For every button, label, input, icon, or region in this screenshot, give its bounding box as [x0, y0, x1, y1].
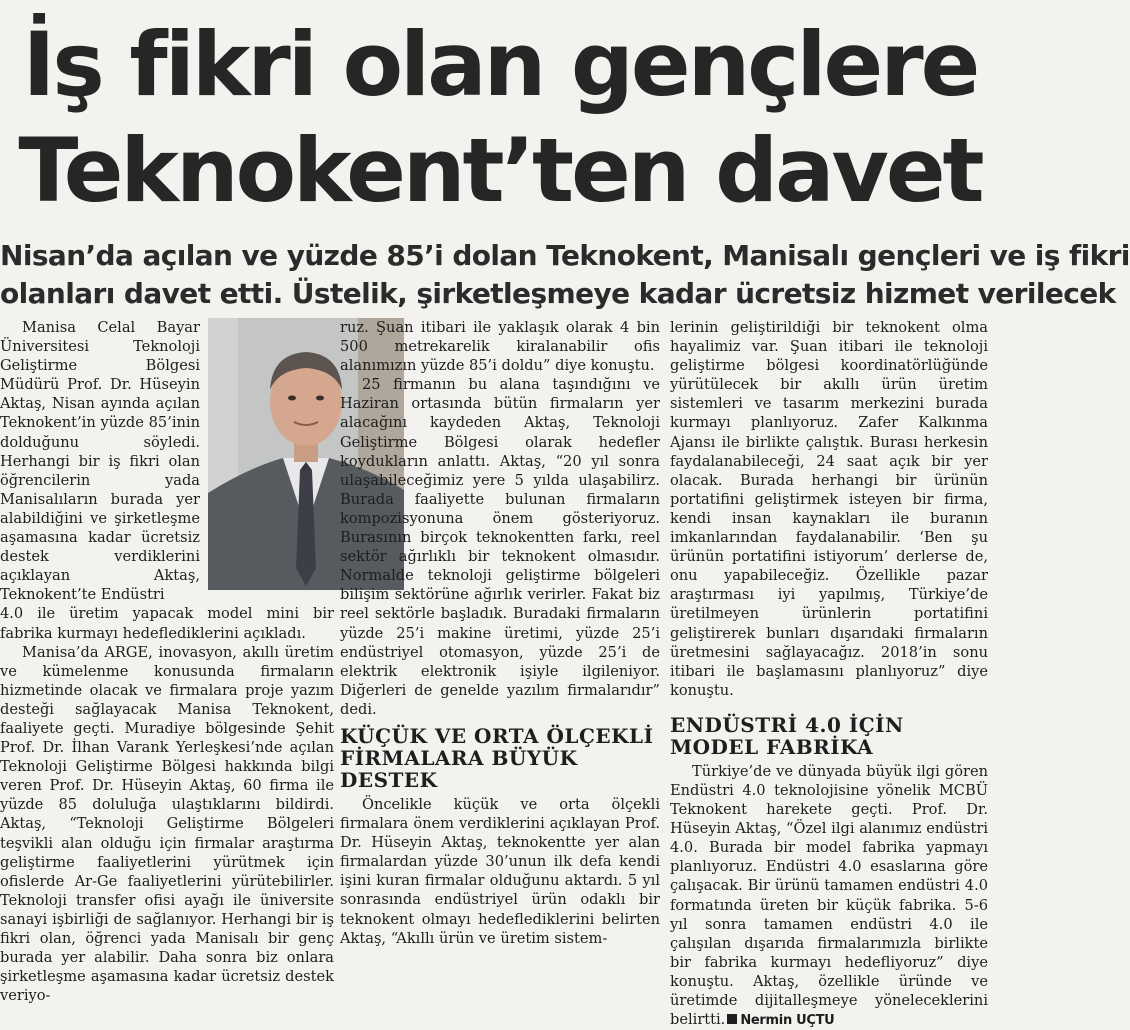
- col3-paragraph-2: [670, 762, 988, 1030]
- deck-line-2: olanları davet etti. Üstelik, şirketleşmeye kadar ücretsiz hizmet verilecek: [0, 277, 1116, 310]
- headline-line-1: İş fikri olan gençlere: [22, 13, 978, 116]
- col3-subheading: ENDÜSTRİ 4.0 İÇİN MODEL FABRİKA: [670, 712, 904, 759]
- column-2: [340, 318, 660, 948]
- headline-line-2: Teknokent’ten davet: [18, 119, 982, 222]
- col3-paragraph-2-text: Türkiye’de ve dünyada büyük ilgi gören Endüstri 4.0 teknolojisine yönelik MCBÜ Teknokent harekete geçti. Prof. Dr. Hüseyin Aktaş, “Özel ilgi alanımız endüstri 4.0. Burada bir model fabrika yapmayı planlıyoruz. Endüstri 4.0 esaslarına göre çalışacak. Bir ürünü tamamen endüstri 4.0 formatında üreten bir küçük fabrika. 5-6 yıl sonra tamamen endüstri 4.0 ile çalışılan dışarıda firmalarımızla birlikte bir fabrika kurmayı hedefliyoruz” diye konuştu. Aktaş, özellikle üründe ve üretimde dijitalleşmeye yöneleceklerini belirtti.: [670, 762, 988, 1029]
- deck-line-1: Nisan’da açılan ve yüzde 85’i dolan Teknokent, Manisalı gençleri ve iş fikri: [0, 239, 1130, 272]
- column-1: [0, 318, 334, 1005]
- column-3: [670, 318, 988, 1030]
- col2-paragraph-1: ruz. Şuan itibari ile yaklaşık olarak 4 bin 500 metrekarelik kiralanabilir ofis alanımızın yüzde 85’i doldu” diye konuştu.: [340, 319, 660, 375]
- col1-paragraph-1-end: 4.0 ile üretim yapacak model mini bir fabrika kurmayı hedeflediklerini açıkladı.: [0, 605, 334, 642]
- col2-subheading: KÜÇÜK VE ORTA ÖLÇEKLİ FİRMALARA BÜYÜK DESTEK: [340, 723, 654, 792]
- col1-paragraph-1: Manisa Celal Bayar Üniversitesi Teknoloji Geliştirme Bölgesi Müdürü Prof. Dr. Hüseyin Aktaş, Nisan ayında açılan Teknokent’in yüzde 85’inin dolduğunu söyledi. Herhangi bir iş fikri olan öğrencilerin yada Manisalıların burada yer alabildiğini ve şirketleşme aşamasına kadar ücretsiz destek verdiklerini açıklayan Aktaş, Teknokent’te Endüstri: [0, 319, 200, 604]
- col3-paragraph-1: lerinin geliştirildiği bir teknokent olma hayalimiz var. Şuan itibari ile teknoloji geliştirme bölgesi koordinatörlüğünde yürütülecek bir akıllı ürün üretim sistemleri ve tasarım merkezini burada kurmayı planlıyoruz. Zafer Kalkınma Ajansı ile birlikte çalıştık. Burası herkesin faydalanabileceği, 24 saat açık bir yer olacak. Burada herhangi bir ürünün portatifini geliştirmek isteyen bir firma, kendi insan kaynakları ile buranın imkanlarından faydalanabilir. ‘Ben şu ürünün portatifini istiyorum’ derlerse de, onu yapabileceğiz. Özellikle pazar araştırması iyi yapılmış, Türkiye’de üretilmeyen ürünlerin portatifini geliştirerek bunları dışarıdaki firmaların üretmesini sağlayacağız. 2018’in sonu itibari ile başlamasını planlıyoruz” diye konuştu.: [670, 319, 988, 699]
- byline-square-icon: [727, 1014, 737, 1024]
- col2-paragraph-2: 25 firmanın bu alana taşındığını ve Haziran ortasında bütün firmaların yer alacağını kaydeden Aktaş, Teknoloji Geliştirme Bölgesi olarak hedefler koydukların anlattı. Aktaş, “20 yıl sonra ulaşabileceğimiz yere 5 yılda ulaşabilirz. Burada faaliyette bulunan firmaların kompozisyonuna önem gösteriyoruz. Burasının birçok teknokentten farkı, reel sektör ağırlıklı bir teknokent olmasıdır. Normalde teknoloji geliştirme bölgeleri bilişim sektörüne ağırlık verirler. Fakat biz reel sektörle başladık. Buradaki firmaların yüzde 25’i makine üretimi, yüzde 25’i endüstriyel otomasyon, yüzde 25’i de elektrik elektronik işiyle ilgileniyor. Diğerleri de genelde yazılım firmalarıdır” dedi.: [340, 376, 660, 718]
- col1-paragraph-2: Manisa’da ARGE, inovasyon, akıllı üretim ve kümelenme konusunda firmaların hizmetinde olacak ve firmalara proje yazım desteği sağlayacak Manisa Teknokent, faaliyete geçti. Muradiye bölgesinde Şehit Prof. Dr. İlhan Varank Yerleşkesi’nde açılan Teknoloji Geliştirme Bölgesi hakkında bilgi veren Prof. Dr. Hüseyin Aktaş, 60 firma ile yüzde 85 doluluğa ulaştıklarını bildirdi. Aktaş, “Teknoloji Geliştirme Bölgeleri teşvikli alan olduğu için firmalar araştırma geliştirme faaliyetlerini yürütmek için ofislerde Ar-Ge faaliyetlerini yürütebilirler. Teknoloji transfer ofisi ayağı ile üniversite sanayi işbirliği de sağlanıyor. Herhangi bir iş fikri olan, öğrenci yada Manisalı bir genç burada yer alabilir. Daha sonra biz onlara şirketleşme aşamasına kadar ücretsiz destek veriyo-: [0, 643, 334, 1005]
- byline: Nermin UÇTU: [740, 1013, 835, 1029]
- col2-paragraph-3: Öncelikle küçük ve orta ölçekli firmalara önem verdiklerini açıklayan Prof. Dr. Hüseyin Aktaş, teknokentte yer alan firmalardan yüzde 30’unun ilk defa kendi işini kuran firmalar olduğunu aktardı. 5 yıl sonrasında endüstriyel ürün odaklı bir teknokent olmayı hedeflediklerini belirten Aktaş, “Akıllı ürün ve üretim sistem-: [340, 795, 660, 947]
